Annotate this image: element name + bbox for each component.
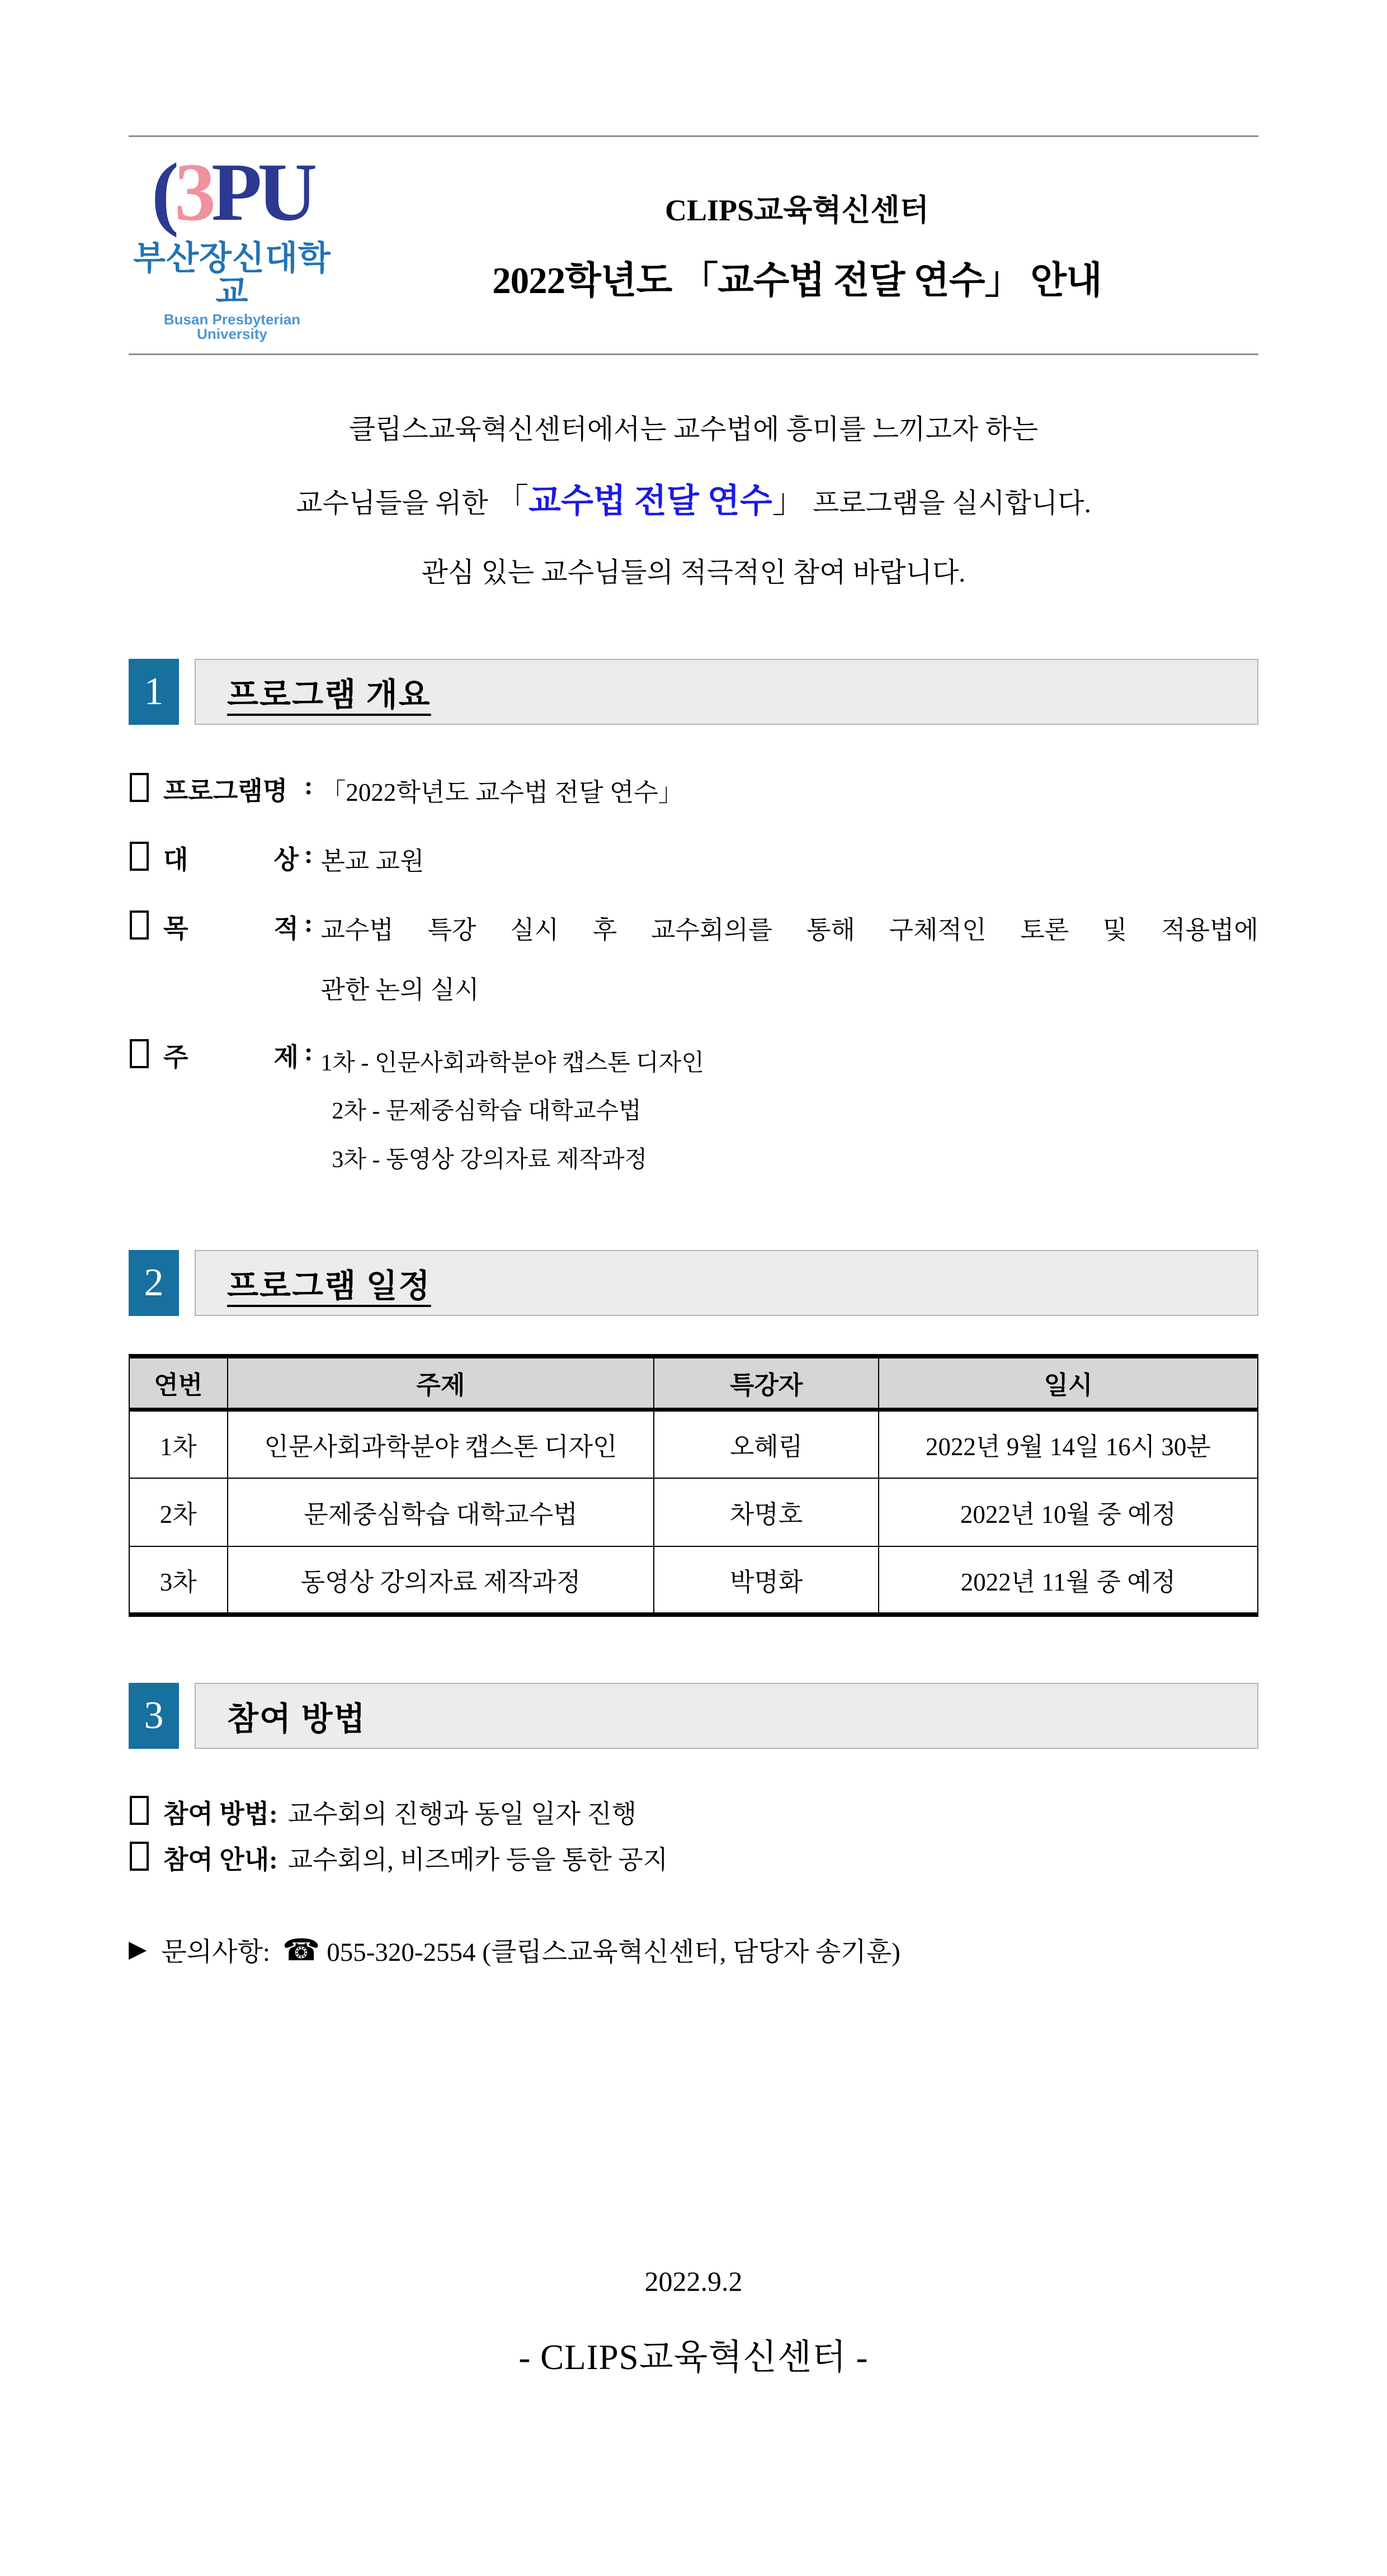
topic-line-3: 3차 - 동영상 강의자료 제작과정 [332, 1147, 648, 1173]
intro-line-2 [129, 476, 1258, 526]
item-value: 교수회의, 비즈메카 등을 통한 공지 [287, 1845, 668, 1874]
logo-pu: PU [211, 147, 313, 238]
logo-three: 3 [174, 147, 211, 238]
footer-organization: - CLIPS교육혁신센터 - [518, 2338, 869, 2377]
section-3-titlebar [195, 1683, 1258, 1749]
item-label: 프로그램명 [163, 777, 288, 806]
item-colon: : [304, 1037, 313, 1067]
cell-datetime: 2022년 10월 중 예정 [879, 1478, 1258, 1546]
section-1-titlebar [195, 659, 1258, 725]
topic-lines [320, 1037, 1258, 1183]
item-value: 교수회의 진행과 동일 일자 진행 [287, 1799, 637, 1828]
empty-checkbox-icon [130, 842, 149, 871]
item-label: 참여 방법: [163, 1799, 278, 1828]
empty-checkbox-icon [130, 910, 149, 940]
item-colon: : [304, 909, 313, 938]
item-value: 본교 교원 [320, 847, 424, 876]
organization-name: CLIPS교육혁신센터 [664, 194, 930, 228]
intro-paragraph [129, 409, 1258, 593]
document-header [129, 135, 1258, 355]
item-label: 대 상 [163, 846, 299, 875]
col-header-topic: 주제 [228, 1356, 654, 1410]
empty-checkbox-icon [130, 1842, 149, 1871]
intro-highlight: 교수법 전달 연수 [529, 482, 772, 520]
section-2-title: 프로그램 일정 [227, 1267, 431, 1304]
document-title: 2022학년도 「교수법 전달 연수」 안내 [492, 260, 1102, 302]
item-value: 「2022학년도 교수법 전달 연수」 [320, 779, 683, 807]
topic-line-2: 2차 - 문제중심학습 대학교수법 [332, 1098, 641, 1125]
col-header-seq: 연번 [129, 1356, 228, 1410]
item-label: 주 제 [163, 1043, 299, 1072]
university-logo [129, 149, 336, 341]
cell-speaker: 차명호 [654, 1478, 879, 1546]
section-2-number-badge: 2 [129, 1250, 179, 1316]
intro-bracket-open: 「 [495, 482, 529, 520]
item-label: 참여 안내: [163, 1845, 278, 1874]
purpose-line-1: 교수법 특강 실시 후 교수회의를 통해 구체적인 토론 및 적용법에 [320, 916, 1258, 945]
logo-paren: ( [151, 147, 174, 238]
list-item [129, 1794, 1258, 1830]
arrow-right-icon: ▶ [129, 1937, 147, 1963]
document-footer [0, 2265, 1387, 2380]
schedule-table [129, 1354, 1258, 1617]
cell-speaker: 오혜림 [654, 1410, 879, 1478]
section-1-header [129, 659, 1258, 725]
list-item [129, 1037, 1258, 1183]
section-3-header [129, 1683, 1258, 1749]
empty-checkbox-icon [130, 773, 149, 802]
section-3-number-badge: 3 [129, 1683, 179, 1749]
bpu-logo-icon [129, 149, 336, 236]
cell-seq: 2차 [129, 1478, 228, 1546]
section-3-title: 참여 방법 [227, 1700, 366, 1737]
empty-checkbox-icon [130, 1796, 149, 1825]
cell-topic: 동영상 강의자료 제작과정 [228, 1546, 654, 1615]
list-item [129, 908, 1258, 1006]
item-label: 목 적 [163, 914, 299, 943]
inquiry-line [129, 1931, 1258, 1969]
participation-list [129, 1794, 1258, 1969]
cell-speaker: 박명화 [654, 1546, 879, 1615]
cell-topic: 문제중심학습 대학교수법 [228, 1478, 654, 1546]
table-row [129, 1546, 1258, 1615]
cell-datetime: 2022년 9월 14일 16시 30분 [879, 1410, 1258, 1478]
phone-icon: ☎ [282, 1933, 320, 1967]
program-overview-list [129, 771, 1258, 1183]
intro-bracket-close: 」 [772, 482, 806, 520]
cell-seq: 1차 [129, 1410, 228, 1478]
section-1-number-badge: 1 [129, 659, 179, 725]
university-name-korean: 부산장신대학교 [133, 239, 331, 311]
empty-checkbox-icon [130, 1039, 149, 1068]
table-row [129, 1478, 1258, 1546]
intro-line2-pre: 교수님들을 위한 [296, 487, 495, 518]
section-2-titlebar [195, 1250, 1258, 1316]
item-value [320, 908, 1258, 1006]
col-header-speaker: 특강자 [654, 1356, 879, 1410]
table-row [129, 1410, 1258, 1478]
page-content [129, 0, 1258, 1969]
intro-line-1: 클립스교육혁신센터에서는 교수법에 흥미를 느끼고자 하는 [348, 414, 1039, 445]
list-item [129, 771, 1258, 808]
title-block [336, 186, 1258, 304]
intro-line2-post: 프로그램을 실시합니다. [805, 487, 1091, 518]
inquiry-label: 문의사항: [161, 1937, 270, 1967]
cell-seq: 3차 [129, 1546, 228, 1615]
section-1-title: 프로그램 개요 [227, 677, 431, 714]
list-item [129, 1839, 1258, 1876]
section-2-header [129, 1250, 1258, 1316]
item-colon: : [304, 771, 313, 800]
col-header-datetime: 일시 [879, 1356, 1258, 1410]
footer-date: 2022.9.2 [644, 2266, 743, 2297]
topic-line-1: 1차 - 인문사회과학분야 캡스톤 디자인 [320, 1050, 704, 1077]
cell-datetime: 2022년 11월 중 예정 [879, 1546, 1258, 1615]
inquiry-contact-text: 055-320-2554 (클립스교육혁신센터, 담당자 송기훈) [327, 1937, 900, 1967]
list-item [129, 839, 1258, 877]
purpose-line-2: 관한 논의 실시 [320, 976, 479, 1004]
item-colon: : [304, 840, 313, 869]
intro-line-3: 관심 있는 교수님들의 적극적인 참여 바랍니다. [421, 556, 966, 588]
table-header-row [129, 1356, 1258, 1410]
university-name-english: Busan Presbyterian University [163, 311, 301, 343]
cell-topic: 인문사회과학분야 캡스톤 디자인 [228, 1410, 654, 1478]
